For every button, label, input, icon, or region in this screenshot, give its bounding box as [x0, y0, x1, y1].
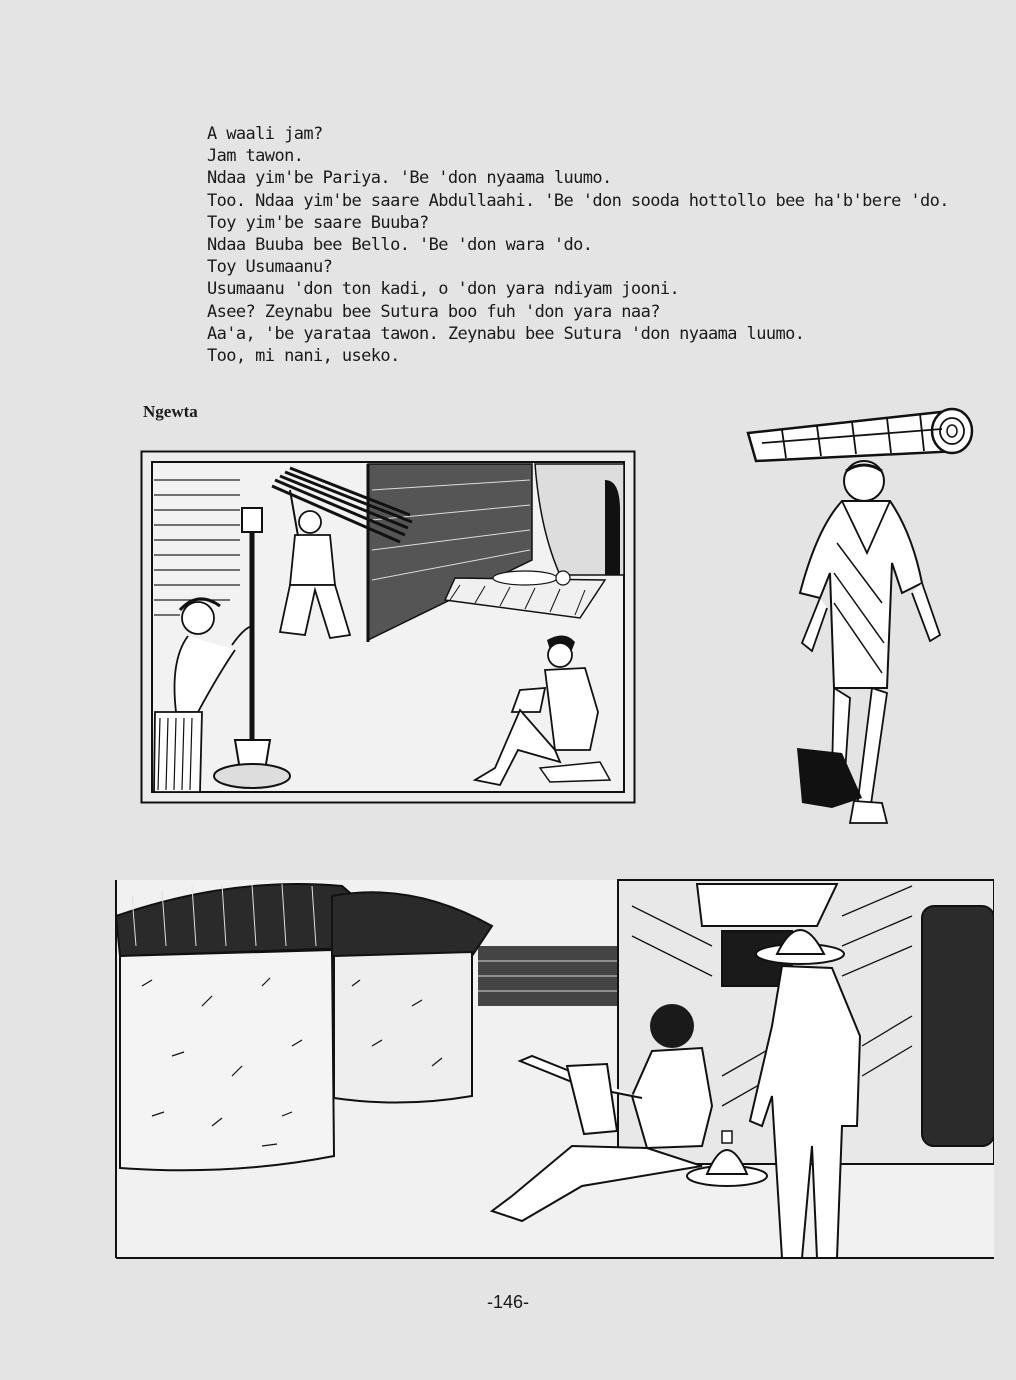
man-carrying-mat-illustration [742, 403, 974, 830]
dialogue-line: Ndaa Buuba bee Bello. 'Be 'don wara 'do. [207, 235, 593, 256]
dialogue-line: Toy Usumaanu? [207, 257, 333, 278]
compound-scene-illustration [140, 450, 636, 804]
dialogue-line: Jam tawon. [207, 146, 304, 167]
dialogue-text [207, 123, 949, 367]
dialogue-line: Toy yim'be saare Buuba? [207, 212, 429, 233]
dialogue-line: Too. Ndaa yim'be saare Abdullaahi. 'Be 'don sooda hottollo bee ha'b'bere 'do. [207, 190, 949, 211]
dialogue-line: Too, mi nani, useko. [207, 346, 400, 367]
dialogue-line: Ndaa yim'be Pariya. 'Be 'don nyaama luumo. [207, 168, 612, 189]
village-scene-illustration [112, 876, 994, 1260]
dialogue-line: Asee? Zeynabu bee Sutura boo fuh 'don yara naa? [207, 301, 660, 322]
dialogue-line: Aa'a, 'be yarataa tawon. Zeynabu bee Sutura 'don nyaama luumo. [207, 323, 805, 344]
dialogue-line: Usumaanu 'don ton kadi, o 'don yara ndiyam jooni. [207, 279, 680, 300]
section-heading: Ngewta [143, 402, 198, 421]
dialogue-line: A waali jam? [207, 124, 323, 144]
page-number: -146- [486, 1292, 530, 1312]
